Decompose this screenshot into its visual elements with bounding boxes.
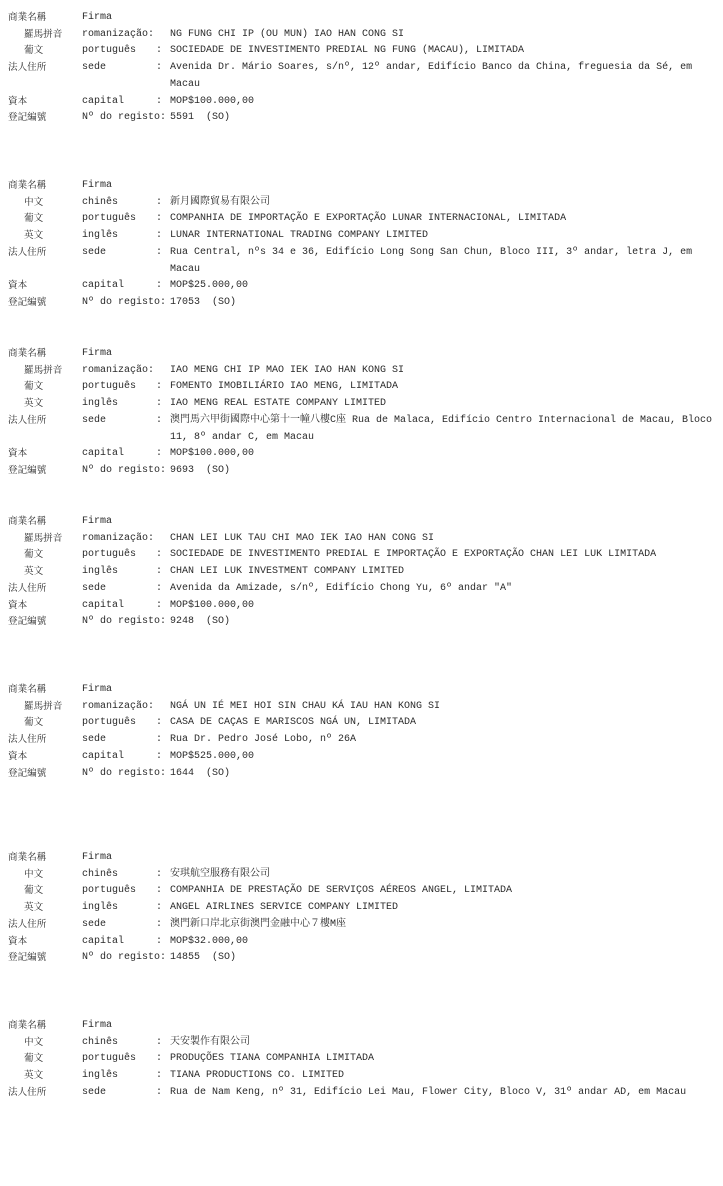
field-label-portuguese: inglês <box>82 902 119 914</box>
field-separator: : <box>156 918 163 930</box>
field-value: NG FUNG CHI IP (OU MUN) IAO HAN CONG SI <box>170 28 405 40</box>
field-label-portuguese: romanização: <box>82 532 155 544</box>
field-value: NGÁ UN IÉ MEI HOI SIN CHAU KÁ IAU HAN KONG SI <box>170 700 441 712</box>
field-value: CHAN LEI LUK TAU CHI MAO IEK IAO HAN CONG SI <box>170 532 435 544</box>
record-row <box>8 463 720 480</box>
record-row <box>8 1068 720 1085</box>
field-label-chinese: 法人住所 <box>8 918 47 930</box>
field-label-portuguese: Nº do registo: <box>82 112 167 124</box>
record-row <box>8 60 720 93</box>
field-value: IAO MENG REAL ESTATE COMPANY LIMITED <box>170 398 387 410</box>
field-label-chinese: 商業名稱 <box>8 684 47 695</box>
field-separator <box>156 110 170 127</box>
record-row <box>8 178 720 195</box>
company-record <box>8 850 720 1018</box>
field-label-portuguese: Nº do registo: <box>82 767 167 779</box>
record-row <box>8 1035 720 1052</box>
field-label-chinese: 法人住所 <box>8 414 47 426</box>
field-value: 5591 (SO) <box>170 112 231 124</box>
field-label-portuguese: Nº do registo: <box>82 296 167 308</box>
record-row <box>8 195 720 212</box>
field-separator <box>156 531 170 548</box>
field-label-chinese: 登記編號 <box>8 767 47 779</box>
field-label-chinese: 羅馬拼音 <box>24 364 63 376</box>
field-separator: : <box>156 1036 163 1048</box>
field-label-portuguese: inglês <box>82 398 119 410</box>
field-label-chinese: 商業名稱 <box>8 852 47 863</box>
field-label-chinese: 資本 <box>8 935 28 947</box>
field-separator: : <box>156 868 163 880</box>
field-value: 天安製作有限公司 <box>170 1036 250 1048</box>
record-row <box>8 917 720 934</box>
field-label-chinese: 資本 <box>8 280 28 292</box>
field-value: 17053 (SO) <box>170 296 237 308</box>
field-value: MOP$525.000,00 <box>170 750 255 762</box>
field-label-chinese: 英文 <box>24 566 44 578</box>
record-row <box>8 766 720 783</box>
field-label-portuguese: sede <box>82 246 107 258</box>
field-label-portuguese: Firma <box>82 348 113 359</box>
record-row <box>8 867 720 884</box>
field-label-chinese: 羅馬拼音 <box>24 28 63 40</box>
field-label-chinese: 商業名稱 <box>8 1020 47 1031</box>
field-label-chinese: 英文 <box>24 398 44 410</box>
field-value: SOCIEDADE DE INVESTIMENTO PREDIAL NG FUNG (MACAU), LIMITADA <box>170 45 525 57</box>
field-value: 安琪航空服務有限公司 <box>170 868 270 880</box>
record-row <box>8 1051 720 1068</box>
field-separator: : <box>156 280 163 292</box>
field-label-chinese: 葡文 <box>24 213 44 225</box>
field-label-portuguese: Firma <box>82 852 113 863</box>
field-label-chinese: 葡文 <box>24 717 44 729</box>
field-value: Rua Central, nºs 34 e 36, Edifício Long Song San Chun, Bloco III, 3º andar, letra J, em Macau <box>170 246 699 275</box>
field-label-portuguese: sede <box>82 414 107 426</box>
field-label-portuguese: Firma <box>82 1020 113 1031</box>
field-value: FOMENTO IMOBILIÁRIO IAO MENG, LIMITADA <box>170 381 399 393</box>
field-separator <box>156 295 170 312</box>
field-label-chinese: 中文 <box>24 196 44 208</box>
record-row <box>8 413 720 446</box>
field-label-chinese: 英文 <box>24 902 44 914</box>
field-label-chinese: 登記編號 <box>8 952 47 964</box>
record-row <box>8 1085 720 1102</box>
field-label-chinese: 葡文 <box>24 381 44 393</box>
field-label-portuguese: sede <box>82 1086 107 1098</box>
field-value: IAO MENG CHI IP MAO IEK IAO HAN KONG SI <box>170 364 405 376</box>
field-separator: : <box>156 62 163 74</box>
field-label-portuguese: sede <box>82 582 107 594</box>
field-label-portuguese: Nº do registo: <box>82 616 167 628</box>
field-label-portuguese: capital <box>82 935 125 947</box>
field-label-portuguese: sede <box>82 918 107 930</box>
record-row <box>8 699 720 716</box>
field-separator: : <box>156 230 163 242</box>
record-row <box>8 110 720 127</box>
record-row <box>8 396 720 413</box>
record-row <box>8 749 720 766</box>
field-label-chinese: 資本 <box>8 750 28 762</box>
field-value: 9693 (SO) <box>170 464 231 476</box>
field-label-portuguese: sede <box>82 734 107 746</box>
field-label-chinese: 葡文 <box>24 549 44 561</box>
field-separator: : <box>156 566 163 578</box>
record-row <box>8 295 720 312</box>
record-row <box>8 379 720 396</box>
field-label-chinese: 葡文 <box>24 885 44 897</box>
record-row <box>8 27 720 44</box>
record-row <box>8 883 720 900</box>
field-value: COMPANHIA DE PRESTAÇÃO DE SERVIÇOS AÉREOS ANGEL, LIMITADA <box>170 885 513 897</box>
field-value: SOCIEDADE DE INVESTIMENTO PREDIAL E IMPORTAÇÃO E EXPORTAÇÃO CHAN LEI LUK LIMITADA <box>170 549 657 561</box>
field-separator: : <box>156 1053 163 1065</box>
record-row <box>8 211 720 228</box>
field-value: 1644 (SO) <box>170 767 231 779</box>
field-label-portuguese: chinês <box>82 196 119 208</box>
field-label-portuguese: português <box>82 1053 137 1065</box>
field-value: MOP$25.000,00 <box>170 280 249 292</box>
record-row <box>8 514 720 531</box>
field-separator <box>156 699 170 716</box>
field-label-portuguese: inglês <box>82 566 119 578</box>
record-row <box>8 900 720 917</box>
field-value: COMPANHIA DE IMPORTAÇÃO E EXPORTAÇÃO LUNAR INTERNACIONAL, LIMITADA <box>170 213 567 225</box>
record-row <box>8 245 720 278</box>
registration-listing <box>8 10 720 1186</box>
field-value: Rua Dr. Pedro José Lobo, nº 26A <box>170 734 357 746</box>
field-label-portuguese: Nº do registo: <box>82 952 167 964</box>
record-row <box>8 564 720 581</box>
record-row <box>8 547 720 564</box>
field-separator: : <box>156 750 163 762</box>
field-label-portuguese: português <box>82 45 137 57</box>
field-label-portuguese: romanização: <box>82 28 155 40</box>
company-record <box>8 514 720 682</box>
field-label-portuguese: romanização: <box>82 700 155 712</box>
field-label-portuguese: capital <box>82 448 125 460</box>
field-label-chinese: 葡文 <box>24 45 44 57</box>
field-value: MOP$100.000,00 <box>170 448 255 460</box>
field-label-portuguese: capital <box>82 280 125 292</box>
record-row <box>8 228 720 245</box>
field-separator: : <box>156 734 163 746</box>
field-value: 9248 (SO) <box>170 616 231 628</box>
field-label-portuguese: romanização: <box>82 364 155 376</box>
field-separator: : <box>156 213 163 225</box>
field-value: Rua de Nam Keng, nº 31, Edifício Lei Mau, Flower City, Bloco V, 31º andar AD, em Macau <box>170 1086 687 1098</box>
field-separator: : <box>156 45 163 57</box>
record-row <box>8 446 720 463</box>
field-label-portuguese: chinês <box>82 1036 119 1048</box>
record-row <box>8 1018 720 1035</box>
field-separator: : <box>156 582 163 594</box>
record-row <box>8 850 720 867</box>
field-value: 新月國際貿易有限公司 <box>170 196 270 208</box>
field-label-portuguese: inglês <box>82 1070 119 1082</box>
field-separator: : <box>156 717 163 729</box>
field-label-portuguese: português <box>82 549 137 561</box>
record-row <box>8 732 720 749</box>
record-row <box>8 531 720 548</box>
company-record <box>8 10 720 178</box>
field-label-chinese: 羅馬拼音 <box>24 532 63 544</box>
field-value: MOP$100.000,00 <box>170 95 255 107</box>
field-separator: : <box>156 246 163 258</box>
field-value: PRODUÇÕES TIANA COMPANHIA LIMITADA <box>170 1053 375 1065</box>
field-label-chinese: 登記編號 <box>8 616 47 628</box>
field-value: CASA DE CAÇAS E MARISCOS NGÁ UN, LIMITADA <box>170 717 417 729</box>
field-separator <box>156 614 170 631</box>
field-separator: : <box>156 196 163 208</box>
field-separator: : <box>156 381 163 393</box>
field-value: MOP$32.000,00 <box>170 935 249 947</box>
record-row <box>8 934 720 951</box>
field-label-portuguese: Firma <box>82 684 113 695</box>
record-row <box>8 43 720 60</box>
field-label-chinese: 法人住所 <box>8 1086 47 1098</box>
record-row <box>8 278 720 295</box>
field-label-portuguese: chinês <box>82 868 119 880</box>
field-label-chinese: 資本 <box>8 599 28 611</box>
field-separator: : <box>156 902 163 914</box>
field-separator: : <box>156 1070 163 1082</box>
field-separator <box>156 950 170 967</box>
field-value: 澳門新口岸北京街澳門金融中心７樓M座 <box>170 918 347 930</box>
field-label-portuguese: Nº do registo: <box>82 464 167 476</box>
field-separator: : <box>156 414 163 426</box>
record-row <box>8 581 720 598</box>
field-label-chinese: 中文 <box>24 1036 44 1048</box>
record-row <box>8 363 720 380</box>
record-row <box>8 598 720 615</box>
record-row <box>8 346 720 363</box>
field-value: 澳門馬六甲街國際中心第十一幢八樓C座 Rua de Malaca, Edifício Centro Internacional de Macau, Bloco 11, 8º andar C, em Macau <box>170 414 719 443</box>
field-label-chinese: 法人住所 <box>8 62 47 74</box>
field-separator: : <box>156 448 163 460</box>
field-value: Avenida da Amizade, s/nº, Edifício Chong Yu, 6º andar "A" <box>170 582 513 594</box>
record-row <box>8 10 720 27</box>
field-label-chinese: 商業名稱 <box>8 348 47 359</box>
field-value: TIANA PRODUCTIONS CO. LIMITED <box>170 1070 345 1082</box>
field-label-chinese: 法人住所 <box>8 734 47 746</box>
field-label-chinese: 英文 <box>24 1070 44 1082</box>
company-record <box>8 178 720 346</box>
field-separator <box>156 463 170 480</box>
field-label-portuguese: português <box>82 213 137 225</box>
field-label-chinese: 中文 <box>24 868 44 880</box>
field-label-chinese: 資本 <box>8 95 28 107</box>
field-label-chinese: 法人住所 <box>8 246 47 258</box>
field-value: 14855 (SO) <box>170 952 237 964</box>
field-separator: : <box>156 935 163 947</box>
company-record <box>8 1018 720 1186</box>
field-label-portuguese: inglês <box>82 230 119 242</box>
field-label-portuguese: sede <box>82 62 107 74</box>
field-separator: : <box>156 549 163 561</box>
field-label-portuguese: Firma <box>82 516 113 527</box>
record-row <box>8 614 720 631</box>
field-value: LUNAR INTERNATIONAL TRADING COMPANY LIMITED <box>170 230 429 242</box>
company-record <box>8 682 720 850</box>
field-separator <box>156 363 170 380</box>
field-label-portuguese: capital <box>82 95 125 107</box>
field-label-chinese: 登記編號 <box>8 464 47 476</box>
field-label-chinese: 登記編號 <box>8 296 47 308</box>
field-label-portuguese: português <box>82 885 137 897</box>
field-label-chinese: 商業名稱 <box>8 180 47 191</box>
company-record <box>8 346 720 514</box>
record-row <box>8 715 720 732</box>
field-separator: : <box>156 885 163 897</box>
field-label-portuguese: português <box>82 381 137 393</box>
field-separator: : <box>156 95 163 107</box>
field-value: Avenida Dr. Mário Soares, s/nº, 12º andar, Edifício Banco da China, freguesia da Sé, em Macau <box>170 62 699 90</box>
field-label-chinese: 登記編號 <box>8 112 47 124</box>
field-label-chinese: 商業名稱 <box>8 12 47 23</box>
field-label-portuguese: capital <box>82 750 125 762</box>
record-row <box>8 950 720 967</box>
field-label-portuguese: Firma <box>82 12 113 23</box>
field-label-chinese: 法人住所 <box>8 582 47 594</box>
field-separator <box>156 27 170 44</box>
field-label-chinese: 羅馬拼音 <box>24 700 63 712</box>
field-value: MOP$100.000,00 <box>170 599 255 611</box>
field-label-portuguese: português <box>82 717 137 729</box>
field-label-chinese: 資本 <box>8 448 28 460</box>
field-separator <box>156 766 170 783</box>
record-row <box>8 682 720 699</box>
field-separator: : <box>156 1086 163 1098</box>
field-value: CHAN LEI LUK INVESTMENT COMPANY LIMITED <box>170 566 405 578</box>
field-separator: : <box>156 398 163 410</box>
field-value: ANGEL AIRLINES SERVICE COMPANY LIMITED <box>170 902 399 914</box>
field-label-portuguese: Firma <box>82 180 113 191</box>
field-label-portuguese: capital <box>82 599 125 611</box>
field-label-chinese: 葡文 <box>24 1053 44 1065</box>
field-label-chinese: 英文 <box>24 230 44 242</box>
field-separator: : <box>156 599 163 611</box>
record-row <box>8 94 720 111</box>
field-label-chinese: 商業名稱 <box>8 516 47 527</box>
